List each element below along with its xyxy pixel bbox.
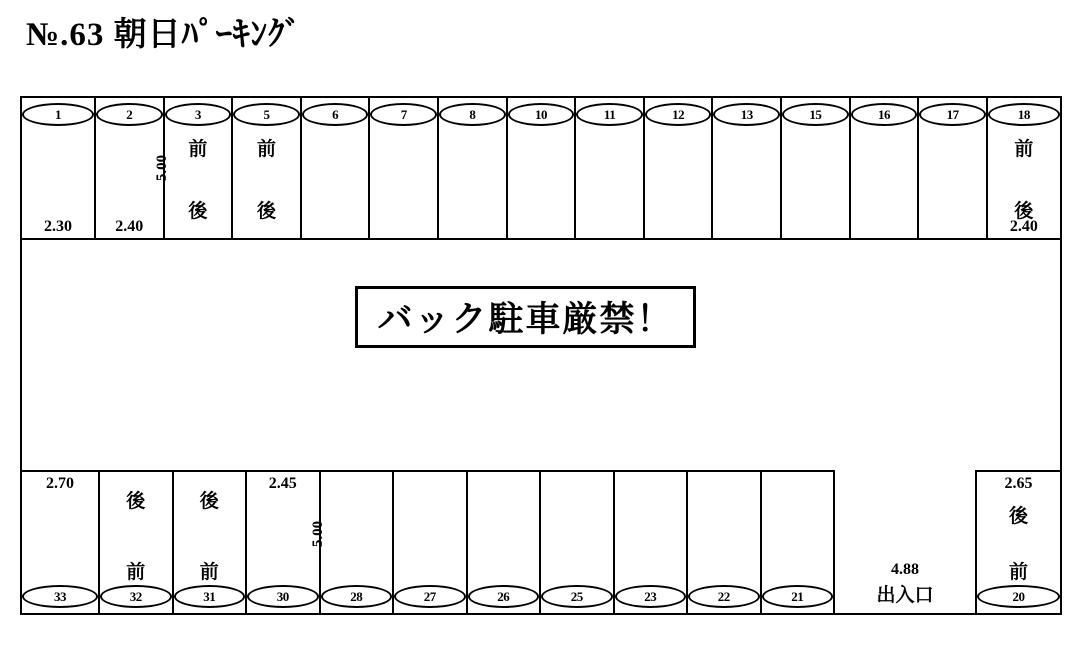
stall-number (615, 585, 687, 608)
stall-number (988, 103, 1060, 126)
stall-number-badge: 10 (508, 103, 575, 126)
stall-number-badge: 32 (100, 585, 172, 608)
stall-width-label: 2.70 (46, 475, 74, 492)
stall-number (22, 585, 98, 608)
stall-back-label: 後 (126, 491, 146, 512)
stall-number (174, 585, 246, 608)
stall-width-label: 2.45 (268, 475, 297, 492)
parking-stall-21 (762, 470, 836, 613)
stall-number (247, 585, 319, 608)
stall-number-badge: 31 (174, 585, 246, 608)
stall-number (688, 585, 760, 608)
parking-lot-outline (20, 96, 1062, 615)
stall-front-label: 前 (1008, 562, 1028, 583)
parking-stall-17 (919, 98, 988, 238)
stall-number-badge: 6 (302, 103, 369, 126)
stall-depth-label: 5.00 (154, 154, 171, 182)
stall-number-badge: 26 (468, 585, 540, 608)
stall-number (165, 103, 232, 126)
stall-number (22, 103, 94, 126)
parking-stall-18 (988, 98, 1060, 238)
stall-number-badge: 30 (247, 585, 319, 608)
stall-number (321, 585, 393, 608)
parking-stall-23 (615, 470, 689, 613)
page-title: №.63 朝日ﾊﾟｰｷﾝｸﾞ (26, 17, 303, 53)
stall-number-badge: 15 (782, 103, 849, 126)
stall-number-badge: 11 (576, 103, 643, 126)
notice-text: バック駐車厳禁！ (377, 300, 674, 339)
stall-depth-label: 5.00 (310, 520, 327, 548)
stall-back-label: 後 (1014, 201, 1034, 222)
parking-stall-26 (468, 470, 542, 613)
stall-number (541, 585, 613, 608)
stall-number-badge: 28 (321, 585, 393, 608)
stall-number-badge: 21 (762, 585, 834, 608)
stall-number-badge: 2 (96, 103, 163, 126)
parking-stall-2 (96, 98, 171, 238)
notice-box (355, 286, 696, 348)
stall-front-label: 前 (257, 139, 277, 160)
stall-number-badge: 1 (22, 103, 94, 126)
parking-stall-27 (394, 470, 468, 613)
stall-number-badge: 3 (165, 103, 232, 126)
entrance-label: 出入口 (876, 585, 934, 606)
stall-number-badge: 23 (615, 585, 687, 608)
stall-number (302, 103, 369, 126)
parking-stall-15 (782, 98, 851, 238)
stall-number-badge: 12 (645, 103, 712, 126)
top-row (22, 98, 1060, 240)
parking-stall-30 (247, 470, 327, 613)
stall-number (439, 103, 506, 126)
stall-number (977, 585, 1060, 608)
stall-number (713, 103, 780, 126)
stall-number (96, 103, 163, 126)
stall-number (782, 103, 849, 126)
stall-width-label: 2.40 (115, 218, 144, 235)
stall-number-badge: 27 (394, 585, 466, 608)
stall-width-label: 2.40 (1009, 218, 1038, 235)
stall-number-badge: 22 (688, 585, 760, 608)
stall-width-label: 2.65 (1004, 475, 1033, 492)
stall-back-label: 後 (257, 201, 277, 222)
stall-number-badge: 20 (977, 585, 1060, 608)
stall-number-badge: 16 (851, 103, 918, 126)
parking-stall-22 (688, 470, 762, 613)
stall-number-badge: 33 (22, 585, 98, 608)
parking-stall-5 (233, 98, 302, 238)
stall-number (576, 103, 643, 126)
stall-back-label: 後 (199, 491, 219, 512)
parking-stall-7 (370, 98, 439, 238)
parking-stall-3 (165, 98, 234, 238)
parking-stall-6 (302, 98, 371, 238)
parking-stall-33 (22, 470, 100, 613)
parking-stall-11 (576, 98, 645, 238)
stall-width-label: 2.30 (44, 218, 72, 235)
stall-back-label: 後 (188, 201, 208, 222)
parking-stall-1 (22, 98, 96, 238)
stall-number (508, 103, 575, 126)
stall-number (468, 585, 540, 608)
stall-number-badge: 18 (988, 103, 1060, 126)
parking-stall-32 (100, 470, 174, 613)
parking-stall-20 (977, 470, 1060, 613)
parking-stall-10 (508, 98, 577, 238)
stall-number (919, 103, 986, 126)
parking-stall-13 (713, 98, 782, 238)
stall-front-label: 前 (1014, 139, 1034, 160)
stall-number-badge: 17 (919, 103, 986, 126)
stall-number-badge: 8 (439, 103, 506, 126)
stall-front-label: 前 (199, 562, 219, 583)
parking-stall-31 (174, 470, 248, 613)
stall-number (100, 585, 172, 608)
parking-stall-16 (851, 98, 920, 238)
stall-number (394, 585, 466, 608)
stall-number (233, 103, 300, 126)
parking-stall-28 (321, 470, 395, 613)
stall-number-badge: 5 (233, 103, 300, 126)
stall-front-label: 前 (126, 562, 146, 583)
bottom-row (22, 470, 1060, 613)
stall-number (762, 585, 834, 608)
parking-stall-25 (541, 470, 615, 613)
parking-stall-8 (439, 98, 508, 238)
stall-number-badge: 7 (370, 103, 437, 126)
stall-back-label: 後 (1008, 506, 1028, 527)
stall-number-badge: 13 (713, 103, 780, 126)
entrance-section (835, 470, 977, 613)
stall-number (851, 103, 918, 126)
stall-front-label: 前 (188, 139, 208, 160)
entrance-width-label: 4.88 (891, 561, 919, 578)
stall-number-badge: 25 (541, 585, 613, 608)
parking-stall-12 (645, 98, 714, 238)
stall-number (370, 103, 437, 126)
stall-number (645, 103, 712, 126)
